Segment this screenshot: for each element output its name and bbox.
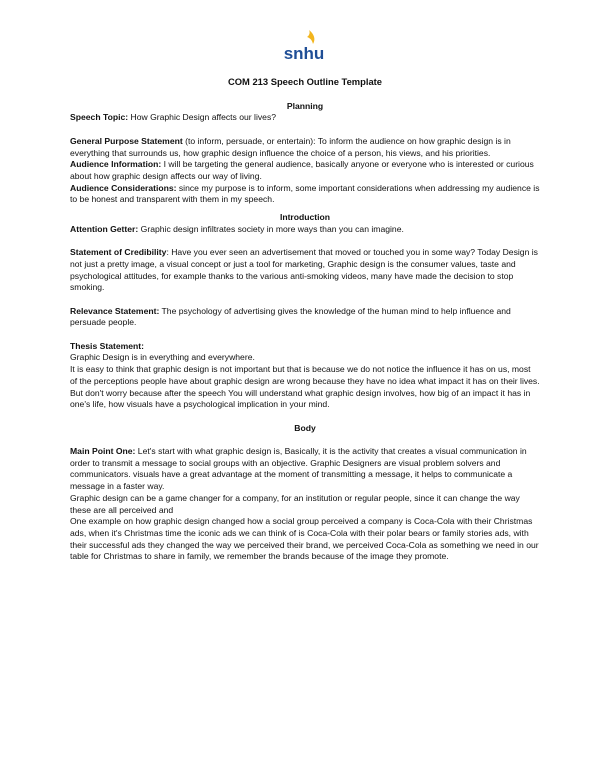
relevance-statement bbox=[70, 306, 540, 329]
attention-getter-label: Attention Getter: bbox=[70, 223, 139, 234]
main-point-one bbox=[70, 446, 540, 493]
credibility-text: : Have you ever seen an advertisement that moved or touched you in some way? Today Design is not just a pretty image, a visual concept or just a tool for marketing, Graphic design is the consumer values, taste and psychological attitudes, for example thanks to the various anti-smoking videos, many have made the decision to stop smoking. bbox=[70, 247, 538, 293]
document-page bbox=[70, 28, 540, 563]
main-point-one-paragraph-2: Graphic design can be a game changer for a company, for an institution or regular people, since it can change the way these are all perceived and bbox=[70, 492, 520, 515]
thesis-statement-label bbox=[70, 341, 540, 353]
statement-of-credibility bbox=[70, 247, 540, 294]
logo-text: snhu bbox=[283, 44, 325, 63]
main-point-one-label: Main Point One: bbox=[70, 446, 136, 456]
speech-topic bbox=[70, 112, 540, 124]
relevance-label: Relevance Statement: bbox=[70, 305, 160, 316]
audience-information bbox=[70, 159, 540, 182]
credibility-label: Statement of Credibility bbox=[70, 247, 167, 258]
main-point-one-paragraph-3: One example on how graphic design changed how a social group perceived a company is Coca-Cola with their Christmas ads, when it's Christmas time the iconic ads we can think of is Coca-Cola with their polar bears or family stories ads, with their successful ads they changed the way we perceived their brand, we perceived Coca-Cola as something we need in our table for Christmas to share in family, we remember the brands because of the image they promote. bbox=[70, 516, 539, 562]
audience-considerations bbox=[70, 183, 540, 206]
audience-considerations-text: since my purpose is to inform, some important considerations when addressing my audience is to be honest and transparent with them in my speech. bbox=[70, 182, 540, 205]
section-heading-introduction: Introduction bbox=[279, 212, 331, 223]
flame-icon bbox=[307, 30, 314, 44]
main-point-one-text: Let's start with what graphic design is, Basically, it is the activity that creates a visual communication in order to transmit a message to social groups with an objective. Graphic Designers are visual problem solvers and communicators. visuals have a great advantage at the moment of transmitting a message, it helps to communicate a message in a faster way. bbox=[70, 446, 527, 492]
section-heading-body: Body bbox=[294, 422, 316, 433]
thesis-line-3: But don't worry because after the speech You will understand what graphic design involves, how big of an impact it has in one's life, how visuals have a psychological implication in your mind. bbox=[70, 387, 531, 410]
speech-topic-label: Speech Topic: bbox=[70, 112, 129, 123]
thesis-line-2: It is easy to think that graphic design is not important but that is because we do not notice the influence it has on us, most of the perceptions people have about graphic design are wrong because they have no idea what impact it has on their lives. bbox=[70, 364, 540, 386]
general-purpose-statement bbox=[70, 136, 540, 159]
general-purpose-label: General Purpose Statement bbox=[70, 135, 183, 146]
relevance-text: The psychology of advertising gives the knowledge of the human mind to help influence and persuade people. bbox=[70, 305, 511, 328]
snhu-logo bbox=[283, 28, 327, 64]
document-title: COM 213 Speech Outline Template bbox=[227, 76, 383, 87]
attention-getter-text: Graphic design infiltrates society in more ways than you can imagine. bbox=[138, 223, 404, 234]
thesis-line-1: Graphic Design is in everything and everywhere. bbox=[70, 352, 255, 363]
general-purpose-text: (to inform, persuade, or entertain): To inform the audience on how graphic design is in everything that surrounds us, how graphic design influence the choice of a person, his views, and his priorities. bbox=[70, 135, 511, 158]
speech-topic-text: How Graphic Design affects our lives? bbox=[130, 112, 277, 123]
audience-considerations-label: Audience Considerations: bbox=[70, 182, 177, 193]
section-heading-planning: Planning bbox=[286, 100, 324, 111]
attention-getter bbox=[70, 224, 540, 236]
audience-information-text: I will be targeting the general audience, basically anyone or everyone who is interested or curious about how graphic design affects our way of living. bbox=[70, 159, 534, 181]
audience-information-label: Audience Information: bbox=[70, 159, 162, 170]
thesis-label-text: Thesis Statement: bbox=[70, 340, 145, 351]
